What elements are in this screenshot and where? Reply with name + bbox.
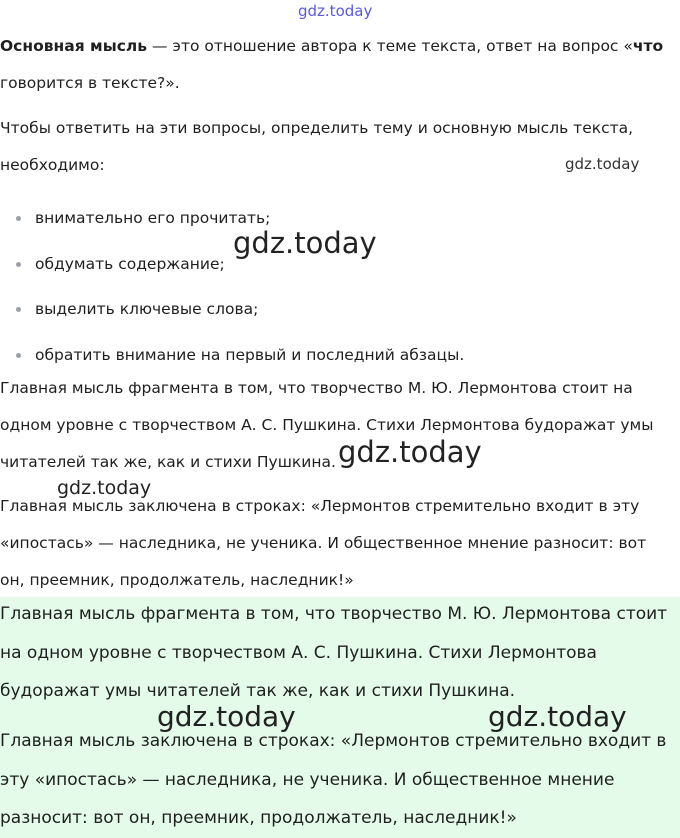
main-idea-line-1: Главная мысль фрагмента в том, что творчество М. Ю. Лермонтова стоит на bbox=[0, 379, 633, 397]
term-bold: Основная мысль bbox=[0, 37, 148, 55]
list-item-text: обдумать содержание; bbox=[35, 254, 225, 273]
steps-intro-line-1: Чтобы ответить на эти вопросы, определить тему и основную мысль текста, bbox=[0, 119, 634, 137]
watermark-top: gdz.today bbox=[298, 2, 373, 20]
quote-line-1: Главная мысль заключена в строках: «Лермонтов стремительно входит в эту bbox=[0, 497, 640, 515]
main-idea-line-3: читателей так же, как и стихи Пушкина. bbox=[0, 453, 336, 471]
bullet-dot bbox=[16, 262, 21, 267]
answer-p1-line-1: Главная мысль фрагмента в том, что творчество М. Ю. Лермонтова стоит bbox=[0, 604, 668, 624]
answer-paragraph-2 bbox=[0, 722, 676, 838]
answer-p1-line-3: будоражат умы читателей так же, как и стихи Пушкина. bbox=[0, 681, 516, 701]
intro-text: — это отношение автора к теме текста, ответ на вопрос « bbox=[147, 37, 633, 55]
answer-p2-line-2: эту «ипостась» — наследника, не ученика. И общественное мнение bbox=[0, 769, 615, 790]
watermark-large-1: gdz.today bbox=[233, 226, 377, 260]
quote-line-2: «ипостась» — наследника, не ученика. И общественное мнение разносит: вот bbox=[0, 534, 647, 552]
intro-line-1 bbox=[0, 28, 676, 65]
intro-paragraph bbox=[0, 28, 676, 102]
watermark-large-2: gdz.today bbox=[338, 435, 482, 469]
answer-p2-line-3: разносит: вот он, преемник, продолжатель, наследник!» bbox=[0, 808, 517, 828]
list-item bbox=[0, 291, 676, 337]
main-idea-line-2: одном уровне с творчеством А. С. Пушкина. Стихи Лермонтова будоражат умы bbox=[0, 416, 654, 434]
bullet-dot bbox=[16, 216, 21, 221]
list-item-text: выделить ключевые слова; bbox=[35, 300, 259, 318]
watermark-small-right: gdz.today bbox=[565, 155, 640, 173]
quote-line-3: он, преемник, продолжатель, наследник!» bbox=[0, 571, 354, 589]
watermark-large-4: gdz.today bbox=[488, 700, 627, 733]
answer-p1-line-2: на одном уровне с творчеством А. С. Пушкина. Стихи Лермонтова bbox=[0, 642, 597, 663]
answer-paragraph-1 bbox=[0, 595, 676, 711]
what-bold: что bbox=[632, 37, 664, 55]
watermark-small-left: gdz.today bbox=[57, 477, 152, 499]
quote-paragraph bbox=[0, 488, 676, 599]
watermark-large-3: gdz.today bbox=[157, 700, 296, 733]
steps-intro-line-2: необходимо: bbox=[0, 156, 105, 174]
intro-line-2: говорится в тексте?». bbox=[0, 74, 180, 92]
list-item-text: внимательно его прочитать; bbox=[35, 209, 271, 227]
answer-p2-line-1: Главная мысль заключена в строках: «Лермонтов стремительно входит в bbox=[0, 731, 667, 751]
bullet-dot bbox=[16, 353, 21, 358]
list-item-text: обратить внимание на первый и последний абзацы. bbox=[35, 345, 465, 364]
bullet-dot bbox=[16, 307, 21, 312]
